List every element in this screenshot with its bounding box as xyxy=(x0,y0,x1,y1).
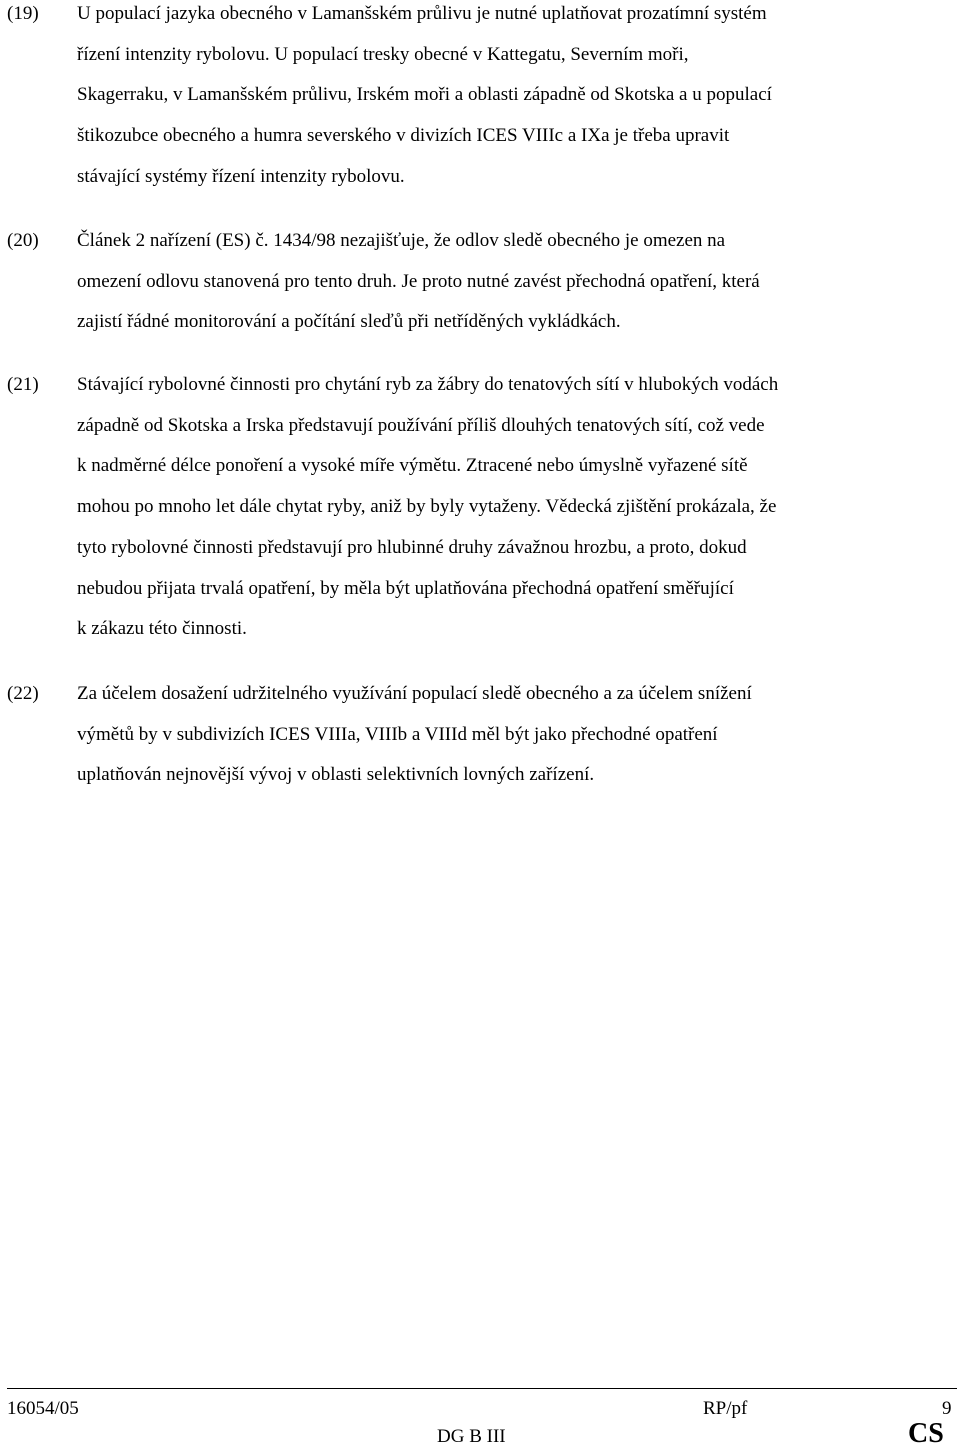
paragraph-line: Za účelem dosažení udržitelného využívání populací sledě obecného a za účelem snížení xyxy=(77,683,752,704)
paragraph-line: nebudou přijata trvalá opatření, by měla být uplatňována přechodná opatření směřující xyxy=(77,577,734,599)
paragraph-line: Článek 2 nařízení (ES) č. 1434/98 nezajišťuje, že odlov sledě obecného je omezen na xyxy=(77,230,726,251)
language-code: CS xyxy=(908,1418,944,1449)
paragraph-line: výmětů by v subdivizích ICES VIIIa, VIIIb a VIIId měl být jako přechodné opatření xyxy=(77,723,718,745)
paragraph-line: tyto rybolovné činnosti představují pro hlubinné druhy závažnou hrozbu, a proto, dokud xyxy=(77,536,747,558)
paragraph-number: (22) xyxy=(7,683,39,704)
directorate-label: DG B III xyxy=(437,1426,506,1447)
paragraph-number: (19) xyxy=(7,3,39,24)
paragraph-number: (21) xyxy=(7,374,39,395)
page-number: 9 xyxy=(942,1398,952,1419)
paragraph-line: k nadměrné délce ponoření a vysoké míře výmětu. Ztracené nebo úmyslně vyřazené sítě xyxy=(77,455,748,477)
paragraph-line: západně od Skotska a Irska představují používání příliš dlouhých tenatových sítí, což vede xyxy=(77,414,765,436)
paragraph-line: mohou po mnoho let dále chytat ryby, aniž by byly vytaženy. Vědecká zjištění prokázala, že xyxy=(77,496,777,518)
paragraph-line: Stávající rybolovné činnosti pro chytání ryb za žábry do tenatových sítí v hlubokých vodách xyxy=(77,374,779,395)
paragraph-line: štikozubce obecného a humra severského v divizích ICES VIIIc a IXa je třeba upravit xyxy=(77,125,730,147)
author-initials: RP/pf xyxy=(703,1398,748,1419)
paragraph-line: k zákazu této činnosti. xyxy=(77,618,247,640)
footer-divider xyxy=(7,1388,957,1389)
paragraph-line: řízení intenzity rybolovu. U populací tresky obecné v Kattegatu, Severním moři, xyxy=(77,43,689,65)
page-footer xyxy=(0,1385,960,1451)
paragraph-line: stávající systémy řízení intenzity rybolovu. xyxy=(77,165,405,187)
paragraph-line: zajistí řádné monitorování a počítání sleďů při netříděných vykládkách. xyxy=(77,311,621,333)
document-number: 16054/05 xyxy=(7,1398,79,1419)
paragraph-line: U populací jazyka obecného v Lamanšském průlivu je nutné uplatňovat prozatímní systém xyxy=(77,3,767,24)
paragraph-line: uplatňován nejnovější vývoj v oblasti selektivních lovných zařízení. xyxy=(77,764,595,786)
paragraph-line: omezení odlovu stanovená pro tento druh. Je proto nutné zavést přechodná opatření, která xyxy=(77,270,760,292)
paragraph-line: Skagerraku, v Lamanšském průlivu, Irském moři a oblasti západně od Skotska a u populací xyxy=(77,84,772,106)
paragraph-number: (20) xyxy=(7,230,39,251)
